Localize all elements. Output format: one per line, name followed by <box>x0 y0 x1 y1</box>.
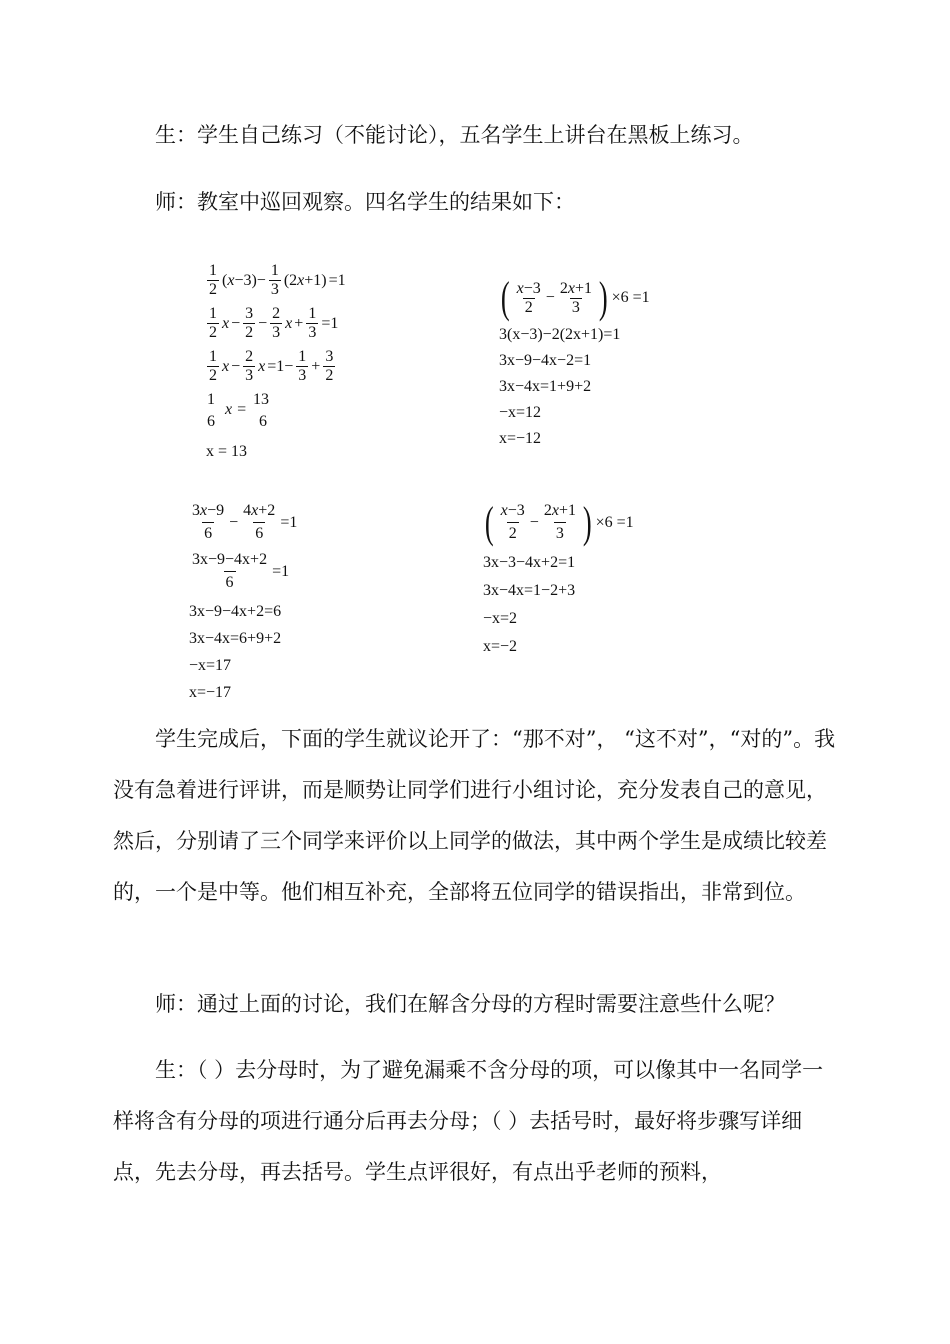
work3-line6: x=−17 <box>189 684 232 701</box>
student-work-2 <box>498 273 651 452</box>
work1-line1: $\frac{1}{2}$ (x−3)− $\frac{1}{3}$ (2x+1) =1 <box>209 262 346 298</box>
work2-line1: ( $\frac{x-3}{2}$ − $\frac{2x+1}{3}$ ) ×6 =1 <box>500 273 650 322</box>
student-answer-paragraph: 生：（ ）去分母时，为了避免漏乘不含分母的项，可以像其中一名同学一样将含有分母的项进行通分后再去分母；（ ）去括号时，最好将步骤写详细点，先去分母，再去括号。学生点评很好，有点出乎老师的预料， <box>113 1058 824 1184</box>
teacher-question-text: 师：通过上面的讨论，我们在解含分母的方程时需要注意些什么呢？ <box>155 992 785 1016</box>
work4-line4: −x=2 <box>483 610 518 627</box>
work2-line4: 3x−4x=1+9+2 <box>499 378 592 395</box>
work4-line2: 3x−3−4x+2=1 <box>483 554 576 571</box>
work3-line3: 3x−9−4x+2=6 <box>189 603 282 620</box>
work4-line1: ( $\frac{x-3}{2}$ − $\frac{2x+1}{3}$ ) ×6 =1 <box>484 497 634 547</box>
work3-line4: 3x−4x=6+9+2 <box>189 630 282 647</box>
work1-line5: x = 13 <box>206 443 248 460</box>
work1-line2: $\frac{1}{2}$ x − $\frac{3}{2}$ − $\frac{2}{3}$ x + $\frac{1}{3}$ =1 <box>209 305 339 341</box>
student-work-4 <box>482 497 635 661</box>
work3-line5: −x=17 <box>189 657 232 674</box>
work3-line2: $\frac{3x-9-4x+2}{6}$ =1 <box>188 549 298 594</box>
work1-line3: $\frac{1}{2}$ x − $\frac{2}{3}$ x =1− $\frac{1}{3}$ + $\frac{3}{2}$ <box>209 348 334 384</box>
work2-line2: 3(x−3)−2(2x+1)=1 <box>499 326 621 343</box>
work4-line3: 3x−4x=1−2+3 <box>483 582 576 599</box>
work3-line1: $\frac{3x-9}{6}$ − $\frac{4x+2}{6}$ =1 <box>188 500 298 545</box>
discussion-paragraph: 学生完成后，下面的学生就议论开了：“那不对”， “这不对”，“对的”。我没有急着进行评讲，而是顺势让同学们进行小组讨论，充分发表自己的意见，然后，分别请了三个同学来评价以上同学的做法，其中两个学生是成绩比较差的，一个是中等。他们相互补充，全部将五位同学的错误指出，非常到位。 <box>113 727 836 904</box>
work2-line3: 3x−9−4x−2=1 <box>499 352 592 369</box>
student-work-1 <box>205 262 347 461</box>
teacher-observe-text: 师：教室中巡回观察。四名学生的结果如下： <box>155 190 575 214</box>
work1-line4: 1 6 x = 13 6 <box>207 391 269 430</box>
student-practice-text: 生：学生自己练习（不能讨论），五名学生上讲台在黑板上练习。 <box>155 123 754 147</box>
work2-line5: −x=12 <box>499 404 542 421</box>
work2-line6: x=−12 <box>499 430 542 447</box>
student-work-3 <box>188 500 298 706</box>
work4-line5: x=−2 <box>483 638 518 655</box>
